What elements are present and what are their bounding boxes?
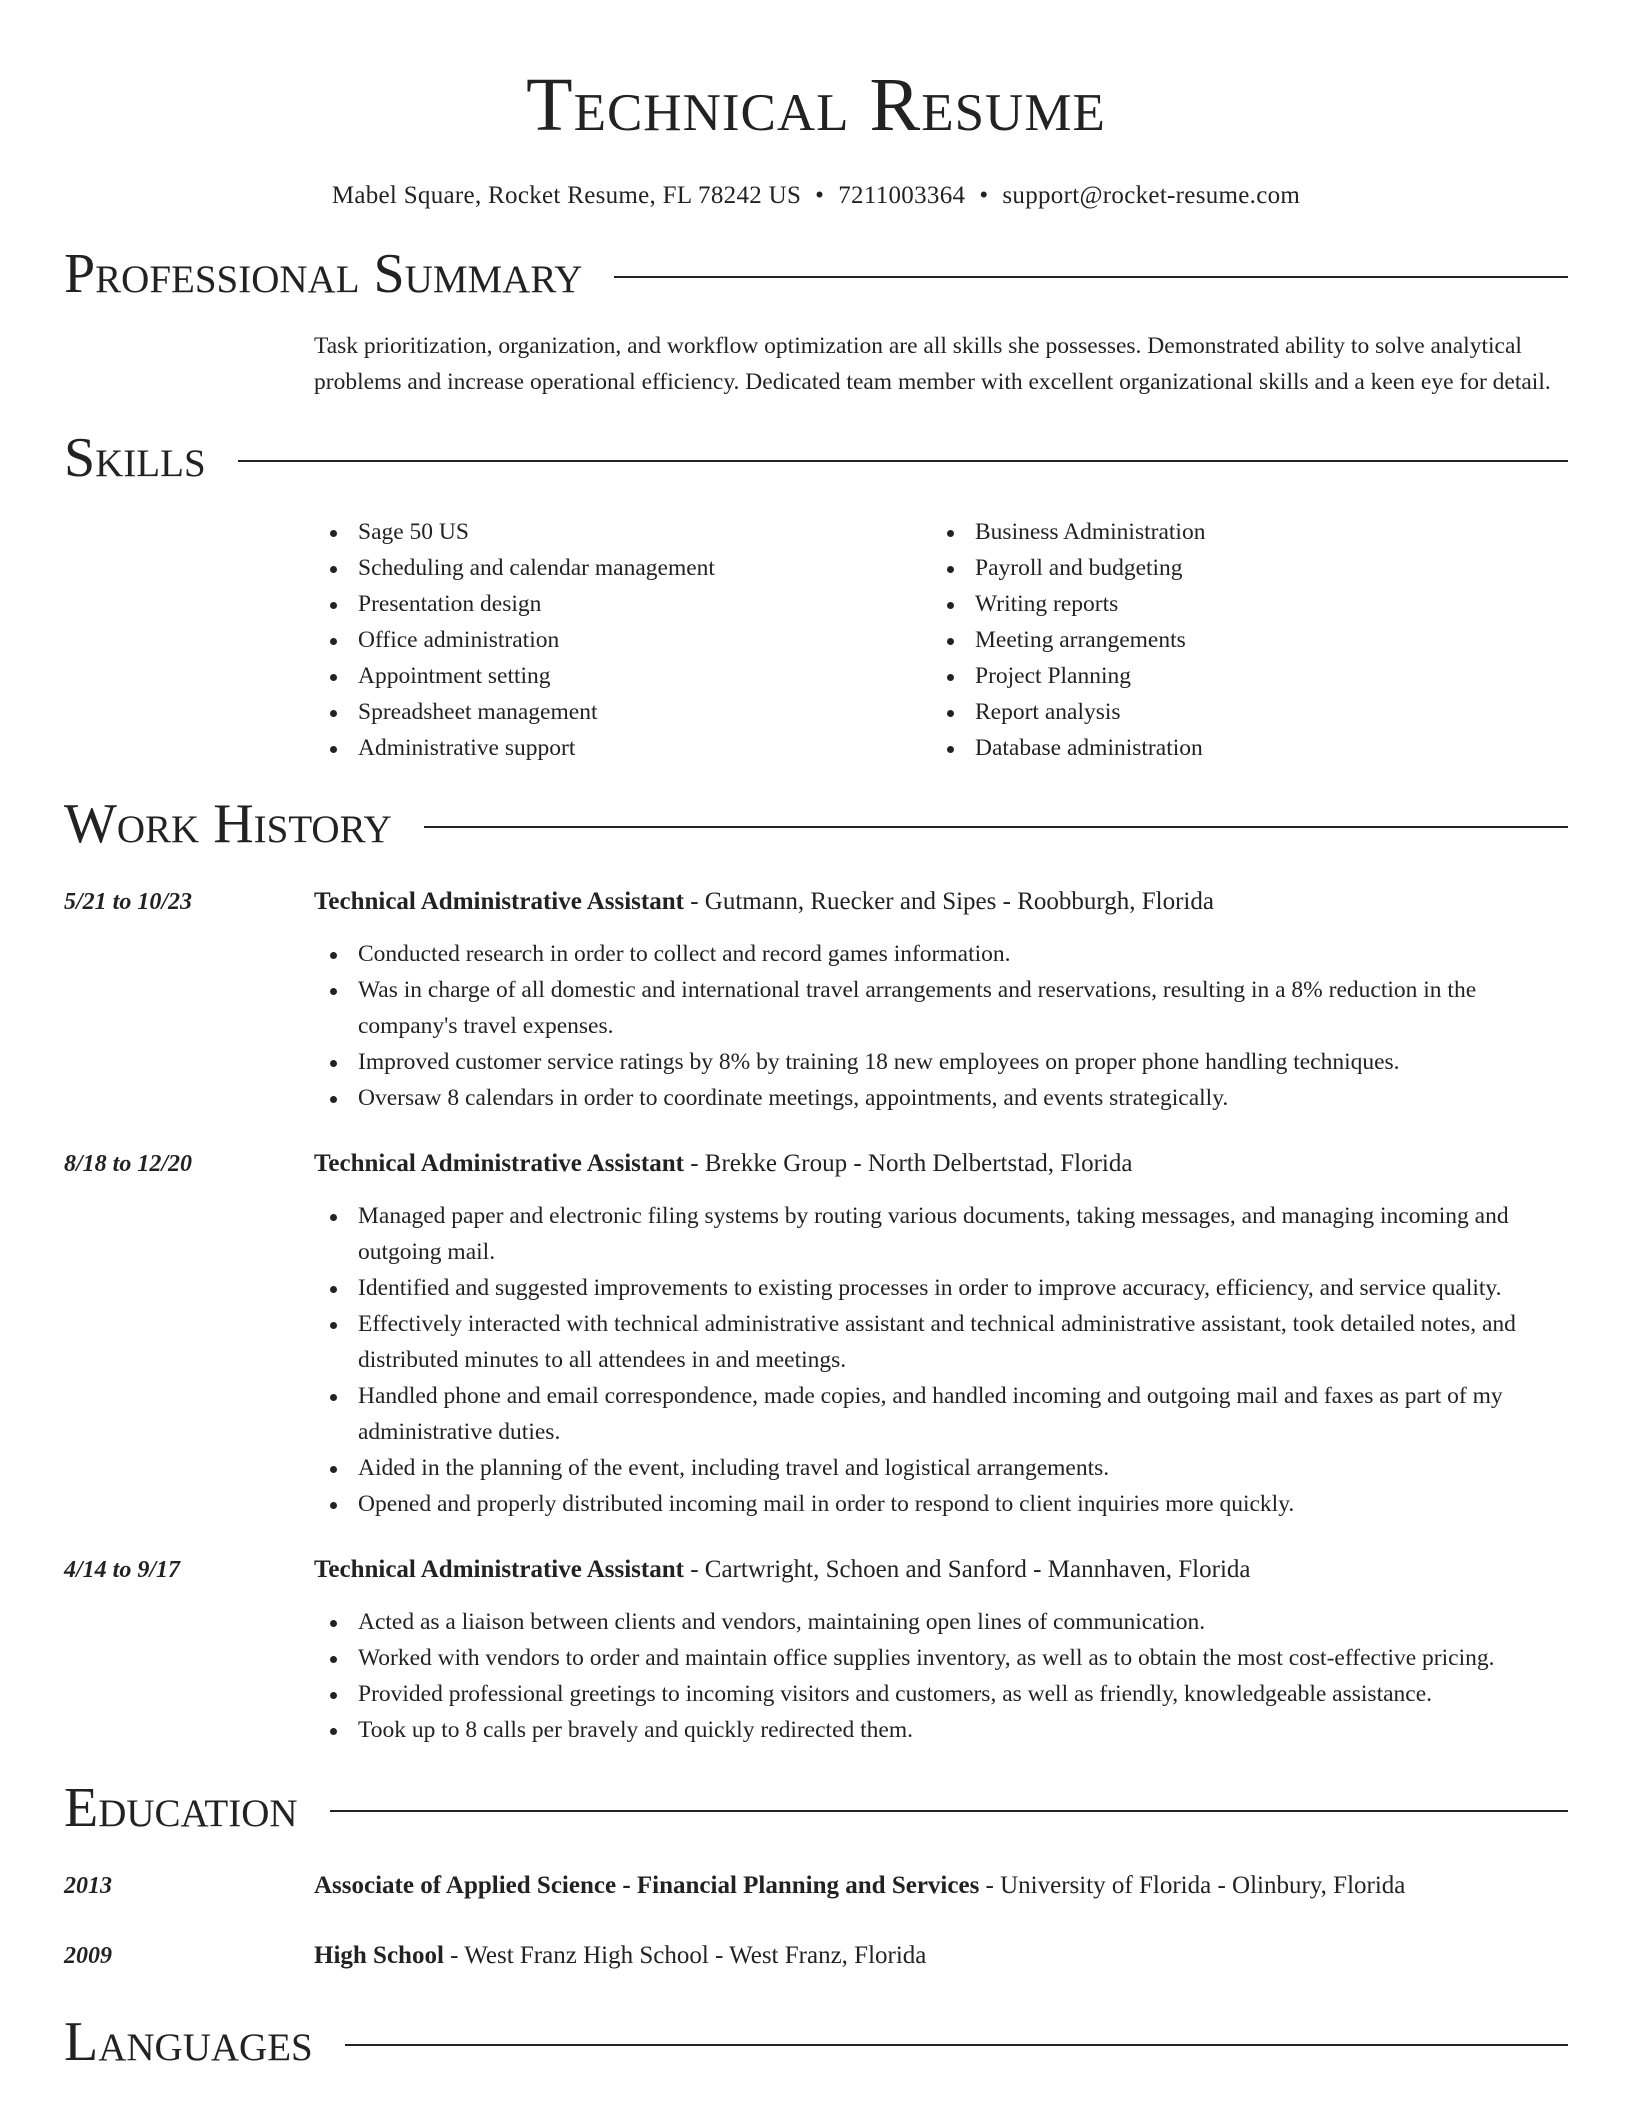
job-bullet: Identified and suggested improvements to existing processes in order to improve accuracy, efficiency, and service quality. (314, 1270, 1568, 1306)
work-section-header (64, 790, 1568, 858)
section-divider (238, 460, 1568, 462)
job-employer-location: - Cartwright, Schoen and Sanford - Mannhaven, Florida (683, 1556, 1251, 1583)
separator-dot: • (815, 182, 825, 209)
skill-item: Payroll and budgeting (931, 550, 1205, 586)
education-degree: Associate of Applied Science - Financial Planning and Services (314, 1872, 980, 1899)
skill-item: Sage 50 US (314, 514, 931, 550)
skills-list-left (314, 514, 931, 766)
skill-item: Office administration (314, 622, 931, 658)
section-divider (345, 2044, 1568, 2046)
job-bullet: Took up to 8 calls per bravely and quickly redirected them. (314, 1712, 1568, 1748)
section-divider (614, 276, 1568, 278)
education-entry (64, 1868, 1568, 1904)
job-dates: 5/21 to 10/23 (64, 889, 193, 915)
skills-title: Skills (64, 427, 206, 489)
education-details (314, 1938, 1568, 1974)
job-bullet: Oversaw 8 calendars in order to coordinate meetings, appointments, and events strategically. (314, 1080, 1568, 1116)
job-bullets (314, 1198, 1568, 1522)
job-bullet: Aided in the planning of the event, including travel and logistical arrangements. (314, 1450, 1568, 1486)
job-bullets (314, 936, 1568, 1116)
summary-section (314, 328, 1568, 400)
section-divider (424, 826, 1568, 828)
job-bullets (314, 1604, 1568, 1748)
job-bullet: Opened and properly distributed incoming mail in order to respond to client inquiries more quickly. (314, 1486, 1568, 1522)
skills-list-right (931, 514, 1205, 766)
skill-item: Project Planning (931, 658, 1205, 694)
job-role: Technical Administrative Assistant (314, 1150, 684, 1177)
education-degree: High School (314, 1942, 444, 1969)
work-title: Work History (64, 793, 392, 855)
job-dates: 4/14 to 9/17 (64, 1557, 181, 1583)
job-bullet: Handled phone and email correspondence, made copies, and handled incoming and outgoing mail and faxes as part of my administrative duties. (314, 1378, 1568, 1450)
job-bullet: Improved customer service ratings by 8% by training 18 new employees on proper phone handling techniques. (314, 1044, 1568, 1080)
education-school: - West Franz High School - West Franz, Florida (443, 1942, 927, 1969)
skill-item: Scheduling and calendar management (314, 550, 931, 586)
job-bullet: Conducted research in order to collect and record games information. (314, 936, 1568, 972)
education-entry (64, 1938, 1568, 1974)
job-bullet: Provided professional greetings to incoming visitors and customers, as well as friendly, knowledgeable assistance. (314, 1676, 1568, 1712)
skill-item: Administrative support (314, 730, 931, 766)
job-entry (64, 884, 1568, 1116)
skill-item: Database administration (931, 730, 1205, 766)
job-employer-location: - Gutmann, Ruecker and Sipes - Roobburgh, Florida (683, 888, 1214, 915)
skills-section-header (64, 424, 1568, 492)
education-section-header (64, 1774, 1568, 1842)
email: support@rocket-resume.com (1002, 182, 1301, 209)
job-bullet: Acted as a liaison between clients and vendors, maintaining open lines of communication. (314, 1604, 1568, 1640)
section-divider (330, 1810, 1568, 1812)
education-year: 2009 (64, 1943, 112, 1969)
skill-item: Report analysis (931, 694, 1205, 730)
summary-section-header (64, 240, 1568, 308)
job-employer-location: - Brekke Group - North Delbertstad, Florida (683, 1150, 1133, 1177)
education-year: 2013 (64, 1873, 112, 1899)
education-line (314, 1868, 1568, 1904)
summary-text: Task prioritization, organization, and workflow optimization are all skills she possesses. Demonstrated ability to solve analytical problems and increase operational efficiency. Dedicated team member with excellent organizational skills and a keen eye for detail. (314, 333, 1551, 395)
skill-item: Meeting arrangements (931, 622, 1205, 658)
job-bullet: Managed paper and electronic filing systems by routing various documents, taking messages, and managing incoming and outgoing mail. (314, 1198, 1568, 1270)
languages-section-header (64, 2008, 1568, 2076)
job-entry (64, 1146, 1568, 1522)
education-title: Education (64, 1777, 298, 1839)
skill-item: Spreadsheet management (314, 694, 931, 730)
education-list (0, 1868, 1632, 1974)
summary-title: Professional Summary (64, 243, 583, 305)
skill-item: Presentation design (314, 586, 931, 622)
resume-name: Technical Resume (526, 63, 1106, 147)
languages-title: Languages (64, 2011, 313, 2073)
skill-item: Writing reports (931, 586, 1205, 622)
job-bullet: Was in charge of all domestic and international travel arrangements and reservations, resulting in a 8% reduction in the company's travel expenses. (314, 972, 1568, 1044)
address: Mabel Square, Rocket Resume, FL 78242 US (331, 182, 802, 209)
job-role: Technical Administrative Assistant (314, 888, 684, 915)
phone: 7211003364 (838, 182, 966, 209)
job-bullet: Effectively interacted with technical administrative assistant and technical administrative assistant, took detailed notes, and distributed minutes to all attendees in and meetings. (314, 1306, 1568, 1378)
skills-section (314, 514, 1568, 766)
education-line (314, 1938, 1568, 1974)
contact-line (0, 180, 1632, 212)
education-school: - University of Florida - Olinbury, Florida (979, 1872, 1406, 1899)
job-details (314, 1146, 1568, 1522)
skills-columns (314, 514, 1568, 766)
resume-header (0, 0, 1632, 212)
skill-item: Business Administration (931, 514, 1205, 550)
job-title-line (314, 1146, 1568, 1182)
job-title-line (314, 1552, 1568, 1588)
job-title-line (314, 884, 1568, 920)
job-details (314, 884, 1568, 1116)
skill-item: Appointment setting (314, 658, 931, 694)
job-bullet: Worked with vendors to order and maintain office supplies inventory, as well as to obtain the most cost-effective pricing. (314, 1640, 1568, 1676)
job-role: Technical Administrative Assistant (314, 1556, 684, 1583)
job-details (314, 1552, 1568, 1748)
separator-dot: • (979, 182, 989, 209)
work-history-list (0, 884, 1632, 1748)
education-details (314, 1868, 1568, 1904)
job-dates: 8/18 to 12/20 (64, 1151, 193, 1177)
job-entry (64, 1552, 1568, 1748)
